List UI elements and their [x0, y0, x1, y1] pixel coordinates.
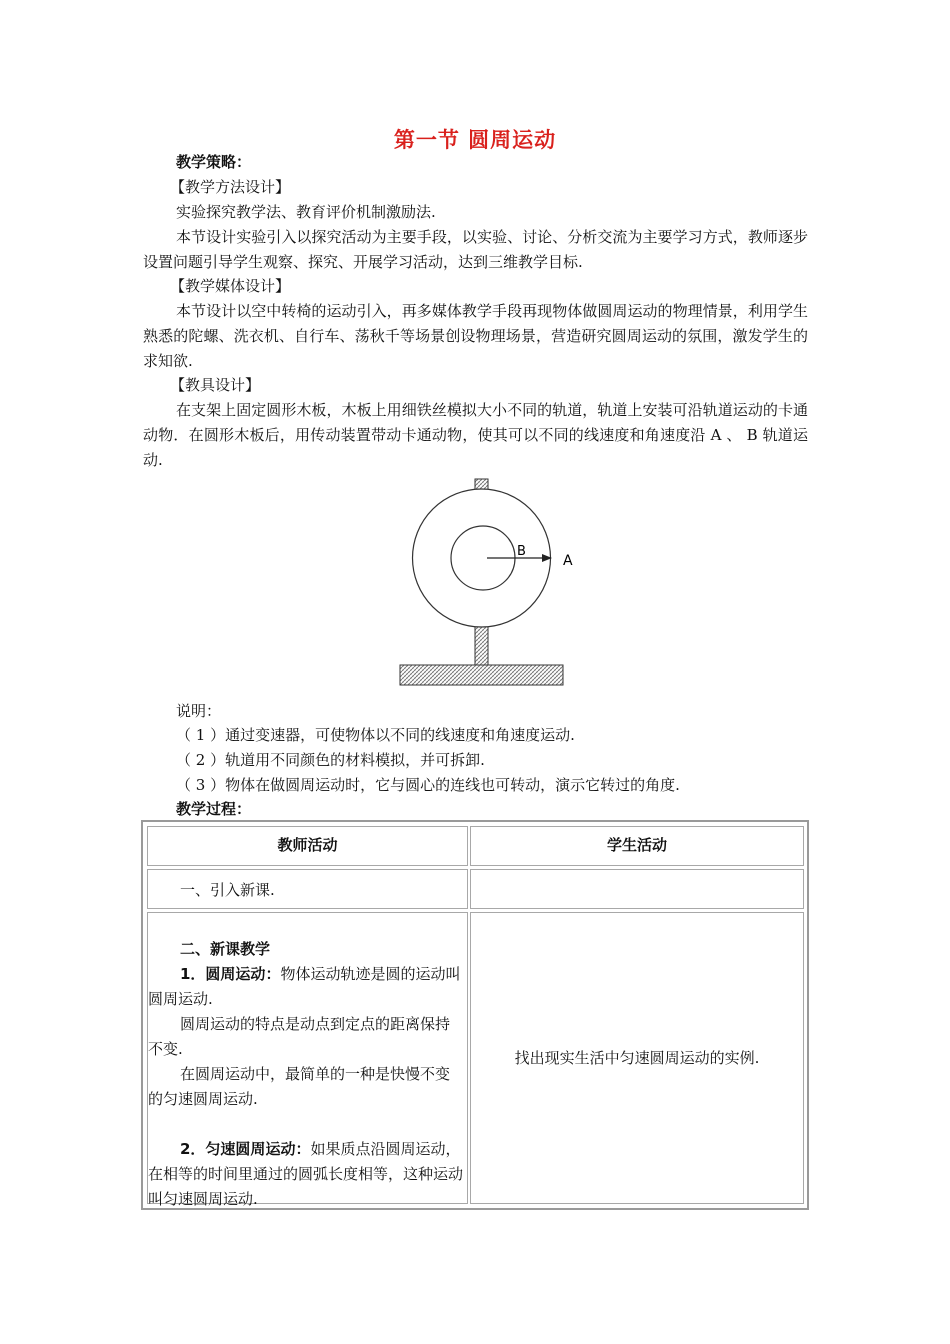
page-title: 第一节 圆周运动	[393, 128, 557, 152]
row2-student-text: 找出现实生活中匀速圆周运动的实例.	[514, 1048, 760, 1067]
strategy-heading: 教学策略：	[176, 153, 252, 171]
tools-paragraph: 在支架上固定圆形木板，木板上用细铁丝模拟大小不同的轨道，轨道上安装可沿轨道运动的卡通动物．在圆形木板后，用传动装置带动卡通动物，使其可以不同的线速度和角速度沿 A 、 B 轨道运动.	[143, 401, 808, 469]
student-column-header: 学生活动	[470, 826, 804, 866]
uniform-motion-paragraph	[148, 1137, 463, 1212]
media-heading: 【教学媒体设计】	[170, 277, 291, 295]
method-paragraph: 本节设计实验引入以探究活动为主要手段，以实验、讨论、分析交流为主要学习方式，教师逐步设置问题引导学生观察、探究、开展学习活动，达到三维教学目标.	[143, 228, 808, 271]
process-table	[141, 820, 809, 1210]
apparatus-diagram	[395, 474, 585, 689]
method-line: 实验探究教学法、教育评价机制激励法.	[176, 203, 436, 221]
uniform-motion-term: 2．匀速圆周运动：	[180, 1140, 311, 1158]
media-paragraph: 本节设计以空中转椅的运动引入，再多媒体教学手段再现物体做圆周运动的物理情景，利用学生熟悉的陀螺、洗衣机、自行车、荡秋千等场景创设物理场景，营造研究圆周运动的氛围，激发学生的求知欲.	[143, 302, 808, 370]
row2-student-cell	[470, 912, 804, 1204]
note-item-2: （ 2 ）轨道用不同颜色的材料模拟，并可拆卸.	[176, 751, 485, 769]
note-item-3: （ 3 ）物体在做圆周运动时，它与圆心的连线也可转动，演示它转过的角度.	[176, 776, 680, 794]
uniform-motion-definition: 如果质点沿圆周运动，在相等的时间里通过的圆弧长度相等，这种运动叫匀速圆周运动.	[148, 1140, 464, 1208]
row1-teacher-text: 一、引入新课.	[180, 881, 275, 899]
note-item-1: （ 1 ）通过变速器，可使物体以不同的线速度和角速度运动.	[176, 726, 575, 744]
label-b: B	[517, 544, 526, 559]
row2-teacher-cell	[147, 912, 468, 1208]
base-plate	[400, 665, 563, 685]
tools-heading: 【教具设计】	[170, 376, 261, 394]
circular-motion-paragraph	[148, 962, 463, 1012]
new-lesson-heading: 二、新课教学	[180, 940, 271, 958]
notes-heading: 说明：	[176, 702, 222, 720]
circular-motion-term: 1．圆周运动：	[180, 965, 281, 983]
simplest-motion-paragraph: 在圆周运动中，最简单的一种是快慢不变的匀速圆周运动.	[148, 1065, 451, 1108]
process-heading: 教学过程：	[176, 800, 252, 818]
row1-student-cell	[470, 869, 804, 909]
feature-paragraph: 圆周运动的特点是动点到定点的距离保持不变.	[148, 1015, 451, 1058]
row1-teacher-cell	[147, 869, 468, 909]
label-a: A	[563, 553, 573, 569]
circular-motion-definition: 物体运动轨迹是圆的运动叫圆周运动.	[148, 965, 461, 1008]
method-heading: 【教学方法设计】	[170, 178, 291, 196]
support-stand	[475, 624, 488, 666]
teacher-column-header: 教师活动	[147, 826, 468, 866]
